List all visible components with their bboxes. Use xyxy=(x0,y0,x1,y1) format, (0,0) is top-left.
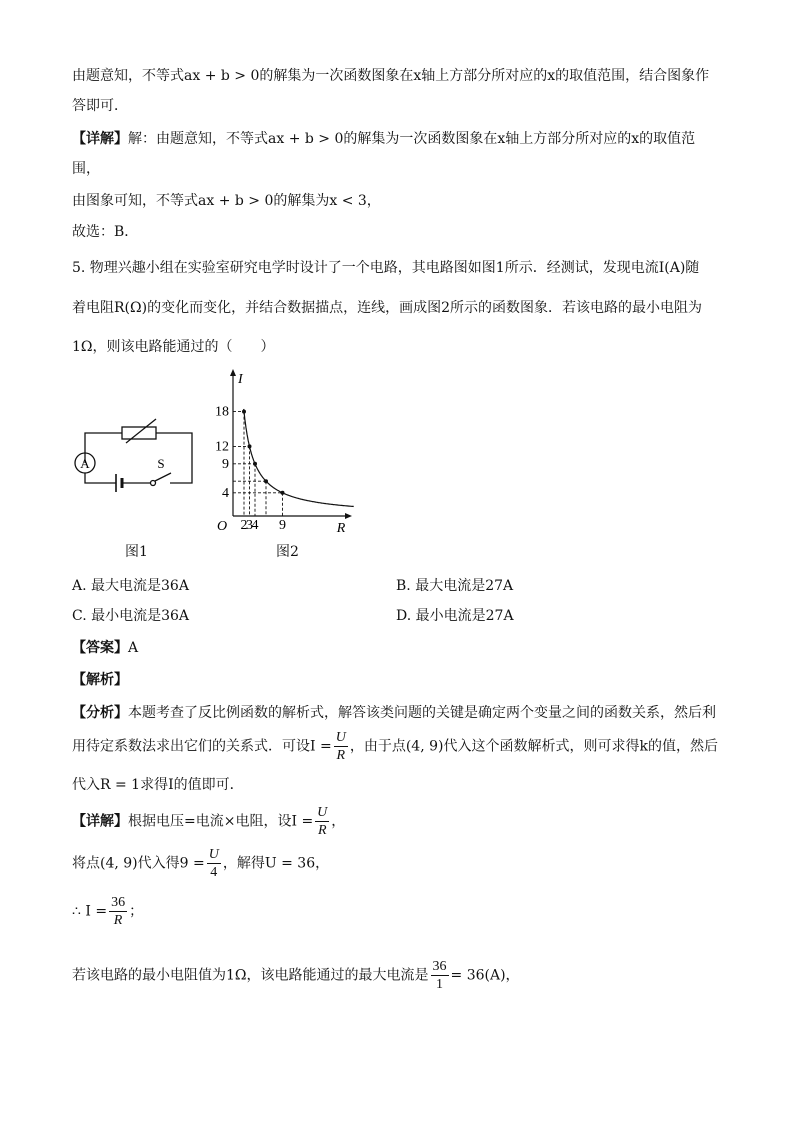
fraction-numerator: U xyxy=(335,730,346,745)
fraction-denominator: R xyxy=(109,911,127,929)
x-tick-label: 9 xyxy=(279,518,286,533)
data-point xyxy=(264,479,268,483)
detail-text-1a: 根据电压=电流×电阻，设I = xyxy=(128,813,314,830)
prev-detail-line-3: 由图象可知，不等式ax + b > 0的解集为x < 3， xyxy=(72,193,381,209)
detail-text-4b: = 36(A)， xyxy=(450,967,520,984)
question-line-2: 着电阻R(Ω)的变化而变化，并结合数据描点，连线，画成图2所示的函数图象．若该电路的最小电阻为 xyxy=(72,300,702,316)
y-tick-label: 4 xyxy=(222,485,229,501)
fraction-numerator: 36 xyxy=(432,959,447,974)
prev-detail-text: 解：由题意知，不等式ax + b > 0的解集为一次函数图象在x轴上方部分所对应的x的取值范 xyxy=(128,131,696,147)
inverse-function-graph xyxy=(205,362,365,534)
figure1-caption: 图1 xyxy=(125,544,148,560)
data-point xyxy=(242,410,246,414)
analysis-text-2b: ，由于点(4, 9)代入这个函数解析式，则可求得k的值，然后 xyxy=(349,738,718,755)
fraction-denominator: R xyxy=(334,746,348,764)
analysis-line-1 xyxy=(72,703,716,723)
x-axis-arrow xyxy=(345,513,352,519)
inverse-curve xyxy=(244,409,354,507)
detail-tag-2: 【详解】 xyxy=(72,813,128,830)
y-axis-arrow xyxy=(230,369,236,376)
circuit-wire-bottom-left xyxy=(85,473,116,483)
y-tick-label: 12 xyxy=(215,439,229,455)
option-d: D. 最小电流是27A xyxy=(396,608,514,624)
fraction-36-over-1 xyxy=(431,958,449,993)
analysis-line-3: 代入R = 1求得I的值即可． xyxy=(72,777,244,793)
detail-text-3a: ∴ I = xyxy=(72,903,108,920)
x-axis-label: R xyxy=(336,521,346,534)
detail-text-4a: 若该电路的最小电阻值为1Ω，该电路能通过的最大电流是 xyxy=(72,967,429,984)
y-tick-label: 9 xyxy=(222,456,229,472)
fraction-u-over-4 xyxy=(207,846,221,881)
x-tick-label: 4 xyxy=(251,518,259,533)
detail-line-4 xyxy=(72,958,520,993)
data-point xyxy=(248,444,252,448)
fraction-denominator: R xyxy=(315,821,329,839)
y-tick-label: 18 xyxy=(215,404,229,420)
fraction-numerator: U xyxy=(208,847,219,862)
switch-lever xyxy=(155,473,171,481)
answer-value: A xyxy=(128,640,139,656)
x-tick-label: 3 xyxy=(246,518,253,533)
option-a: A. 最大电流是36A xyxy=(72,578,189,594)
analysis-text-1: 本题考查了反比例函数的解析式，解答该类问题的关键是确定两个变量之间的函数关系，然后利 xyxy=(128,705,716,721)
detail-tag: 【详解】 xyxy=(72,131,128,147)
figure2-caption: 图2 xyxy=(276,544,299,560)
fraction-u-over-r xyxy=(334,729,348,764)
detail-text-1b: ， xyxy=(331,813,346,830)
fraction-numerator: U xyxy=(317,805,328,820)
switch-contact xyxy=(151,481,156,486)
prev-analysis-line-2: 答即可． xyxy=(72,98,128,114)
answer-tag: 【答案】 xyxy=(72,640,128,656)
detail-line-2 xyxy=(72,846,329,881)
y-axis-label: I xyxy=(238,372,243,387)
prev-detail-line-1 xyxy=(72,129,695,149)
analysis-text-2a: 用待定系数法求出它们的关系式．可设I = xyxy=(72,738,332,755)
prev-detail-line-2: 围， xyxy=(72,161,100,177)
circuit-diagram xyxy=(64,415,198,505)
ammeter-label: A xyxy=(80,456,90,471)
detail-text-2b: ，解得U = 36， xyxy=(222,855,330,872)
data-point xyxy=(281,491,285,495)
prev-analysis-line-1: 由题意知，不等式ax + b > 0的解集为一次函数图象在x轴上方部分所对应的x的取值范围，结合图象作 xyxy=(72,68,710,84)
option-c: C. 最小电流是36A xyxy=(72,608,190,624)
x-tick-label: 2 xyxy=(240,518,248,533)
question-line-1: 5. 物理兴趣小组在实验室研究电学时设计了一个电路，其电路图如图1所示．经测试，发现电流I(A)随 xyxy=(72,260,700,276)
question-line-3: 1Ω，则该电路能通过的（ ） xyxy=(72,339,275,355)
fraction-numerator: 36 xyxy=(111,895,126,910)
detail-line-1 xyxy=(72,804,345,839)
detail-text-2a: 将点(4, 9)代入得9 = xyxy=(72,855,205,872)
analysis-line-2 xyxy=(72,729,718,764)
origin-label: O xyxy=(216,519,228,534)
detail-line-3 xyxy=(72,894,143,929)
prev-choice: 故选：B． xyxy=(72,224,139,240)
switch-label: S xyxy=(157,456,165,471)
circuit-wire-top-left xyxy=(85,433,122,463)
fraction-denominator: 4 xyxy=(207,863,221,881)
answer-line xyxy=(72,638,138,658)
fraction-36-over-r xyxy=(109,894,127,929)
solution-tag: 【解析】 xyxy=(72,672,128,688)
analysis-tag: 【分析】 xyxy=(72,705,128,721)
fraction-denominator: 1 xyxy=(431,975,449,993)
detail-text-3b: ； xyxy=(129,903,144,920)
fraction-u-over-r-2 xyxy=(315,804,329,839)
option-b: B. 最大电流是27A xyxy=(396,578,514,594)
data-point xyxy=(253,462,257,466)
